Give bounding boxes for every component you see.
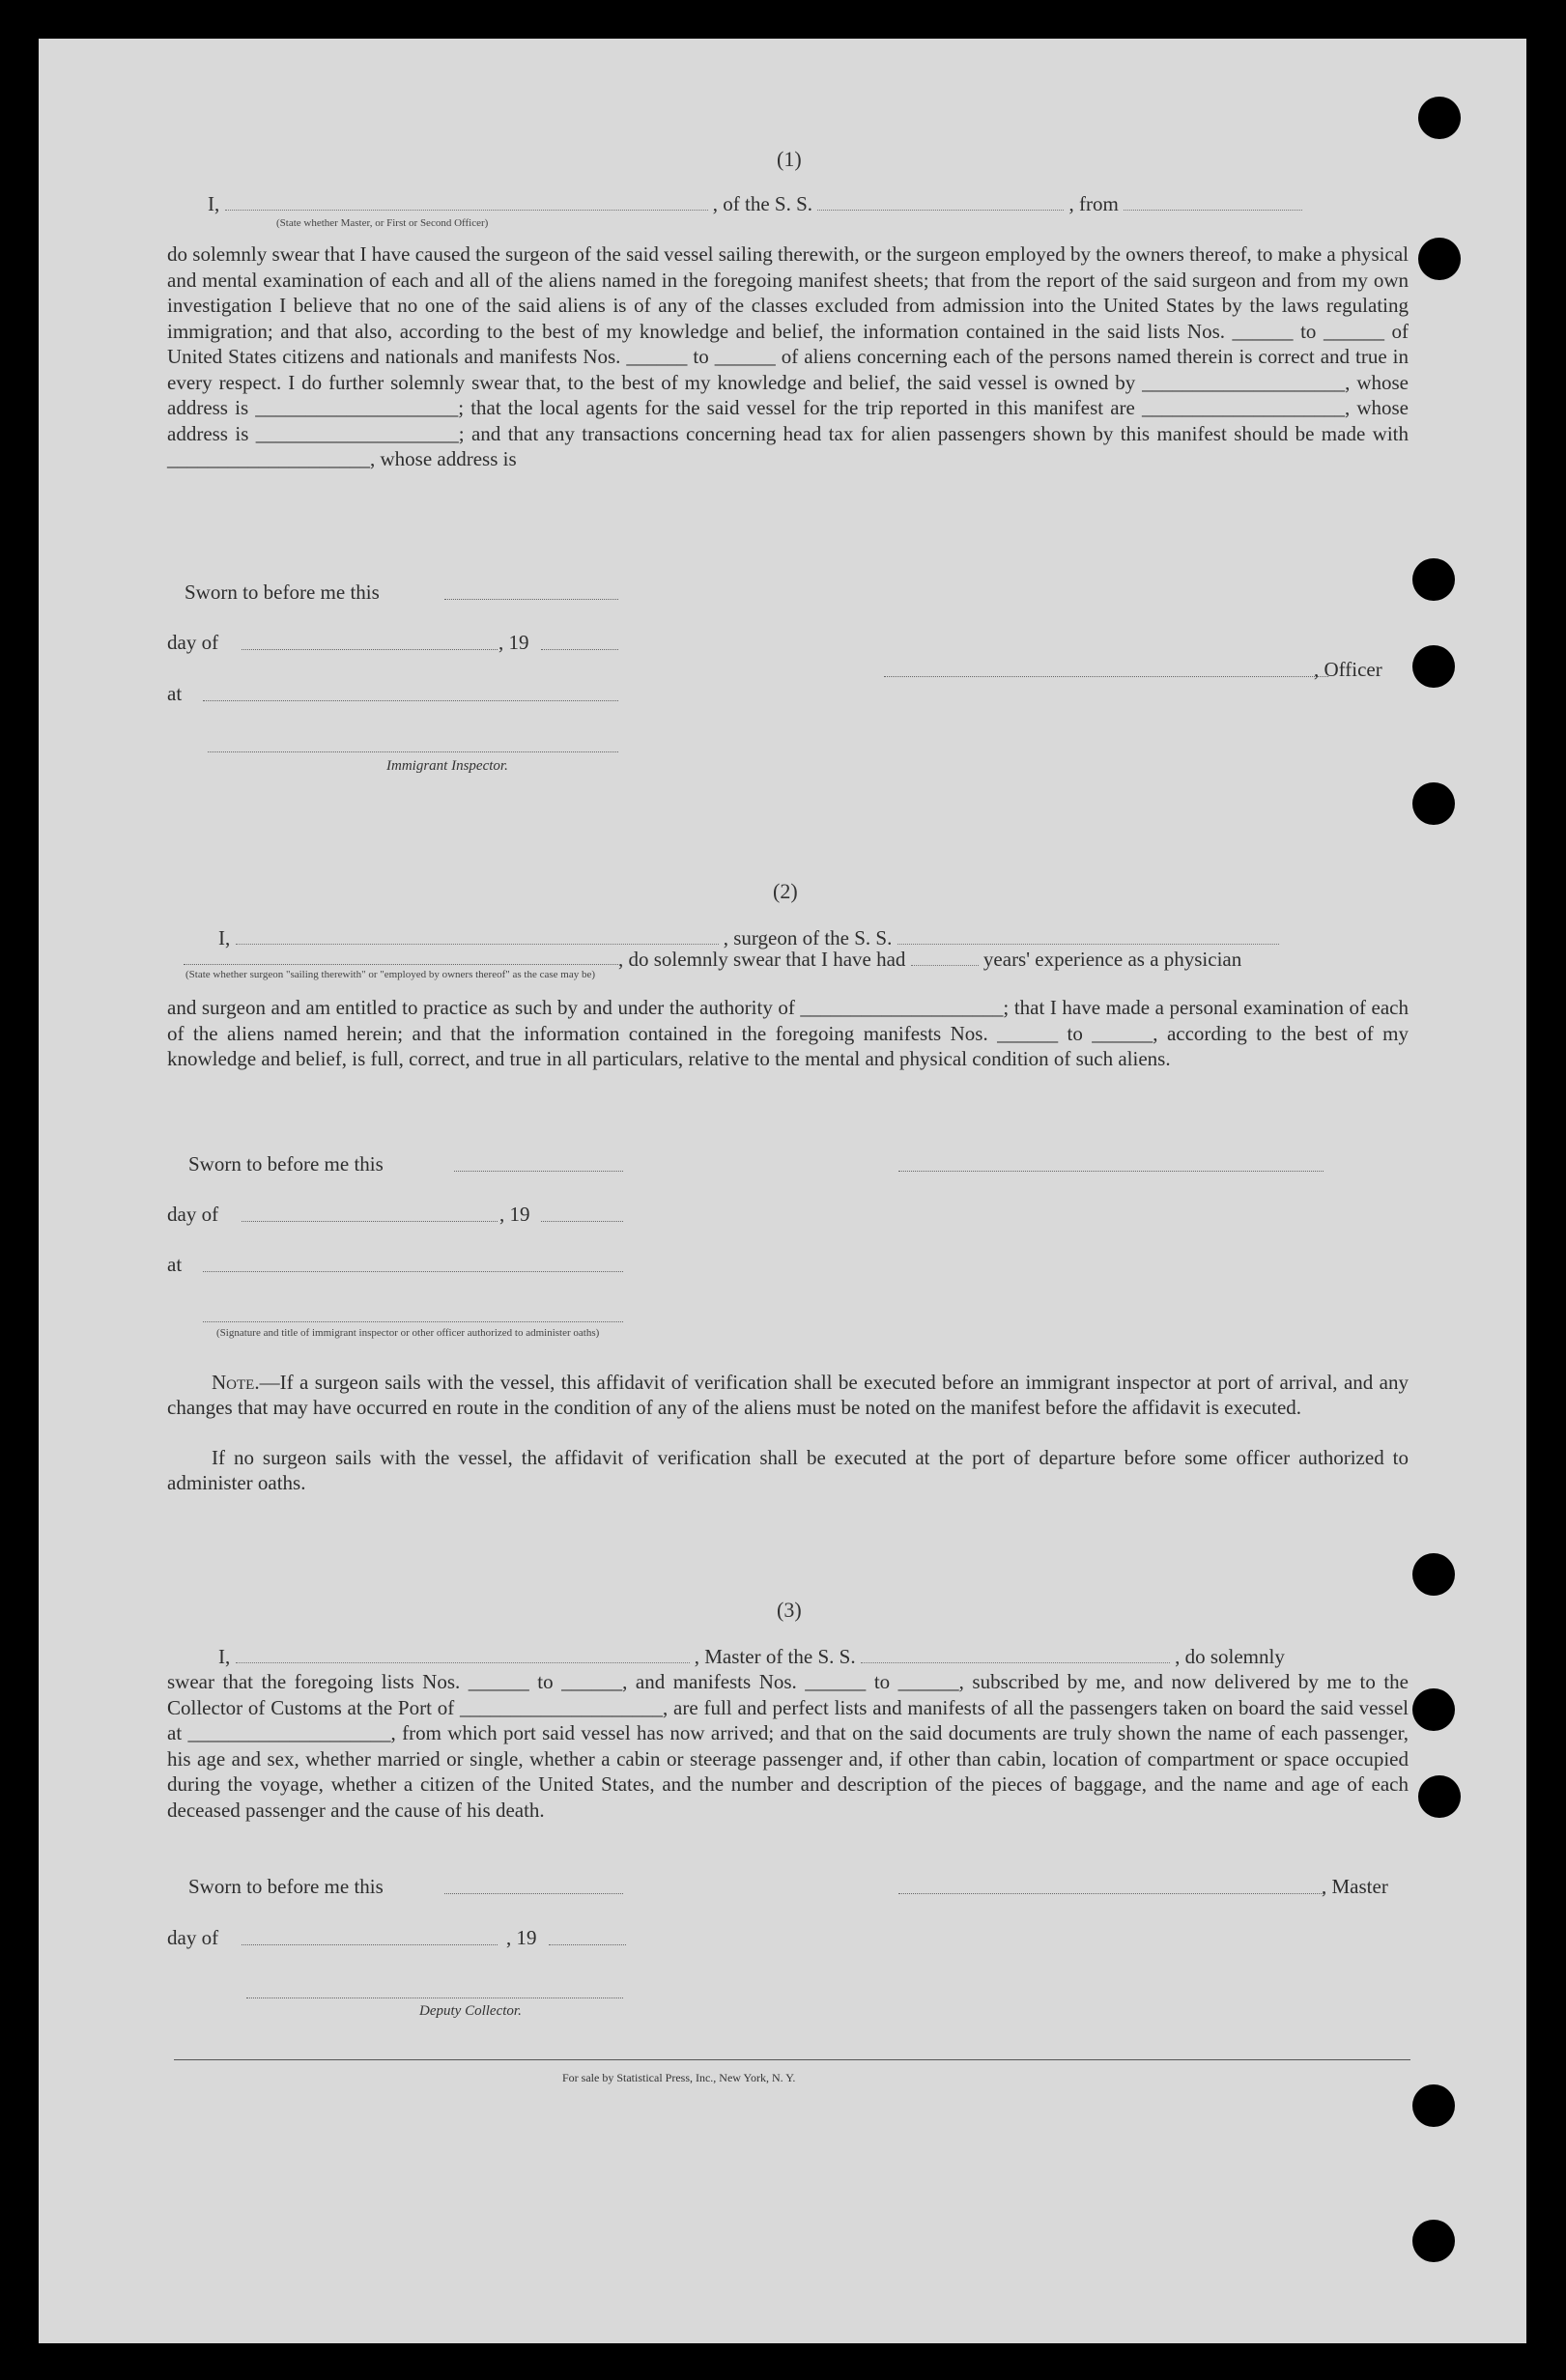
year-field[interactable] — [549, 1944, 626, 1945]
surgeon-of-label: , surgeon of the S. S. — [723, 926, 893, 949]
note-label: Note. — [212, 1371, 260, 1394]
sworn-label: Sworn to before me this — [185, 581, 380, 604]
note-text-1: —If a surgeon sails with the vessel, this affidavit of verification shall be executed before an immigrant inspector at port of arrival, and any changes that may have occurred en route in the condition of any of the aliens must be noted on the manifest before the affidavit is executed. — [167, 1371, 1409, 1419]
i-label: I, — [208, 192, 220, 215]
day-of-label: day of — [167, 1926, 219, 1949]
sworn-field[interactable] — [454, 1171, 623, 1172]
at-label: at — [167, 1253, 183, 1276]
inspector-label: Immigrant Inspector. — [386, 758, 508, 774]
punch-hole — [1412, 1553, 1455, 1596]
i-label: I, — [218, 926, 231, 949]
section-number: (1) — [777, 147, 802, 171]
sworn-field[interactable] — [444, 599, 618, 600]
section2-second-line — [618, 947, 1241, 972]
surgeon-hint: (State whether surgeon "sailing therewith" or "employed by owners thereof" as the case may be) — [185, 969, 596, 980]
sworn-label: Sworn to before me this — [188, 1875, 384, 1898]
collector-label: Deputy Collector. — [419, 2003, 522, 2019]
inspector-signature-field[interactable] — [203, 1321, 623, 1322]
sworn-label: Sworn to before me this — [188, 1152, 384, 1176]
signature-field[interactable] — [898, 1171, 1324, 1172]
master-name-field[interactable] — [236, 1647, 690, 1663]
punch-hole — [1412, 645, 1455, 688]
punch-hole — [1412, 2220, 1455, 2262]
vessel-name-field[interactable] — [861, 1647, 1170, 1663]
master-of-label: , Master of the S. S. — [694, 1645, 856, 1668]
vessel-name-field[interactable] — [897, 928, 1279, 945]
day-of-label: day of — [167, 631, 219, 654]
year-label: , 19 — [498, 631, 529, 654]
at-label: at — [167, 682, 183, 705]
years-exp-label: years' experience as a physician — [982, 948, 1242, 971]
section2-body: and surgeon and am entitled to practice as such by and under the authority of ____________________; that I have made a personal examination of each of the aliens named herein; and that the information contained in the foregoing manifests Nos. ______ to ______, according to the best of my knowledge and belief, is full, correct, and true in all particulars, relative to the mental and physical condition of such aliens. — [167, 996, 1409, 1070]
swear-had-label: , do solemnly swear that I have had — [618, 948, 906, 971]
year-label: , 19 — [506, 1926, 537, 1949]
master-label: , Master — [1322, 1875, 1388, 1898]
punch-hole — [1418, 1775, 1461, 1818]
day-field[interactable] — [242, 649, 498, 650]
footer-rule — [174, 2059, 1410, 2060]
year-field[interactable] — [541, 1221, 623, 1222]
officer-label: , Officer — [1314, 658, 1382, 681]
section1-body: do solemnly swear that I have caused the surgeon of the said vessel sailing therewith, or the surgeon employed by the owners thereof, to make a physical and mental examination of each and all of the aliens named in the foregoing manifest sheets; that from the report of the said surgeon and from my own investigation I believe that no one of the said aliens is of any of the classes excluded from admission into the United States by the laws regulating immigration; and that also, according to the best of my knowledge and belief, the information contained in the said lists Nos. ______ to ______ of United States citizens and nationals and manifests Nos. ______ to ______ of aliens concerning each of the persons named therein is correct and true in every respect. I do further solemnly swear that, to the best of my knowledge and belief, the said vessel is owned by ____________________, whose address is ____________________; that the local agents for the said vessel for the trip reported in this manifest are ____________________, whose address is ____________________; and that any transactions concerning head tax for alien passengers shown by this manifest should be made with ____________________, whose address is — [167, 242, 1409, 470]
i-label: I, — [218, 1645, 231, 1668]
master-signature-field[interactable] — [898, 1893, 1324, 1894]
inspector-signature-field[interactable] — [208, 751, 618, 752]
section3-body: swear that the foregoing lists Nos. ______ to ______, and manifests Nos. ______ to ______, subscribed by me, and now delivered by me to the Collector of Customs at the Port of ____________________, are full and perfect lists and manifests of all the passengers taken on board the said vessel at ____________________, from which port said vessel has now arrived; and that on the said documents are truly shown the name of each passenger, his age and sex, whether married or single, whether a cabin or steerage passenger and, if other than cabin, location of compartment or space occupied during the voyage, whether a citizen of the United States, and the number and description of the pieces of baggage, and the name and age of each deceased passenger and the cause of his death. — [167, 1670, 1409, 1822]
punch-hole — [1412, 782, 1455, 825]
do-swear-label: , do solemnly — [1175, 1645, 1285, 1668]
punch-hole — [1412, 2084, 1455, 2127]
form-page — [39, 39, 1526, 2343]
surgeon-name-field[interactable] — [236, 928, 719, 945]
punch-hole — [1418, 97, 1461, 139]
years-field[interactable] — [911, 949, 979, 966]
punch-hole — [1412, 558, 1455, 601]
vessel-name-field[interactable] — [817, 194, 1064, 211]
from-label: , from — [1068, 192, 1119, 215]
officer-name-field[interactable] — [225, 194, 708, 211]
day-field[interactable] — [242, 1221, 498, 1222]
signature-hint: (Signature and title of immigrant inspector or other officer authorized to administer oaths) — [216, 1327, 600, 1339]
section-number: (2) — [773, 879, 798, 903]
officer-signature-field[interactable] — [884, 676, 1328, 677]
section3-first-line — [218, 1644, 1285, 1669]
of-ss-label: , of the S. S. — [712, 192, 813, 215]
punch-hole — [1418, 238, 1461, 280]
day-of-label: day of — [167, 1203, 219, 1226]
note-text-2: If no surgeon sails with the vessel, the affidavit of verification shall be executed at the port of departure before some officer authorized to administer oaths. — [167, 1446, 1409, 1494]
year-label: , 19 — [499, 1203, 530, 1226]
note — [167, 1370, 1409, 1420]
at-field[interactable] — [203, 1271, 623, 1272]
surgeon-type-field[interactable] — [184, 964, 618, 965]
footer-text: For sale by Statistical Press, Inc., New York, N. Y. — [562, 2071, 796, 2084]
officer-hint: (State whether Master, or First or Second Officer) — [276, 217, 489, 229]
section-number: (3) — [777, 1598, 802, 1622]
section1-first-line — [208, 191, 1302, 216]
sworn-field[interactable] — [444, 1893, 623, 1894]
punch-hole — [1412, 1688, 1455, 1731]
from-port-field[interactable] — [1124, 194, 1302, 211]
at-field[interactable] — [203, 700, 618, 701]
day-field[interactable] — [242, 1944, 498, 1945]
year-field[interactable] — [541, 649, 618, 650]
